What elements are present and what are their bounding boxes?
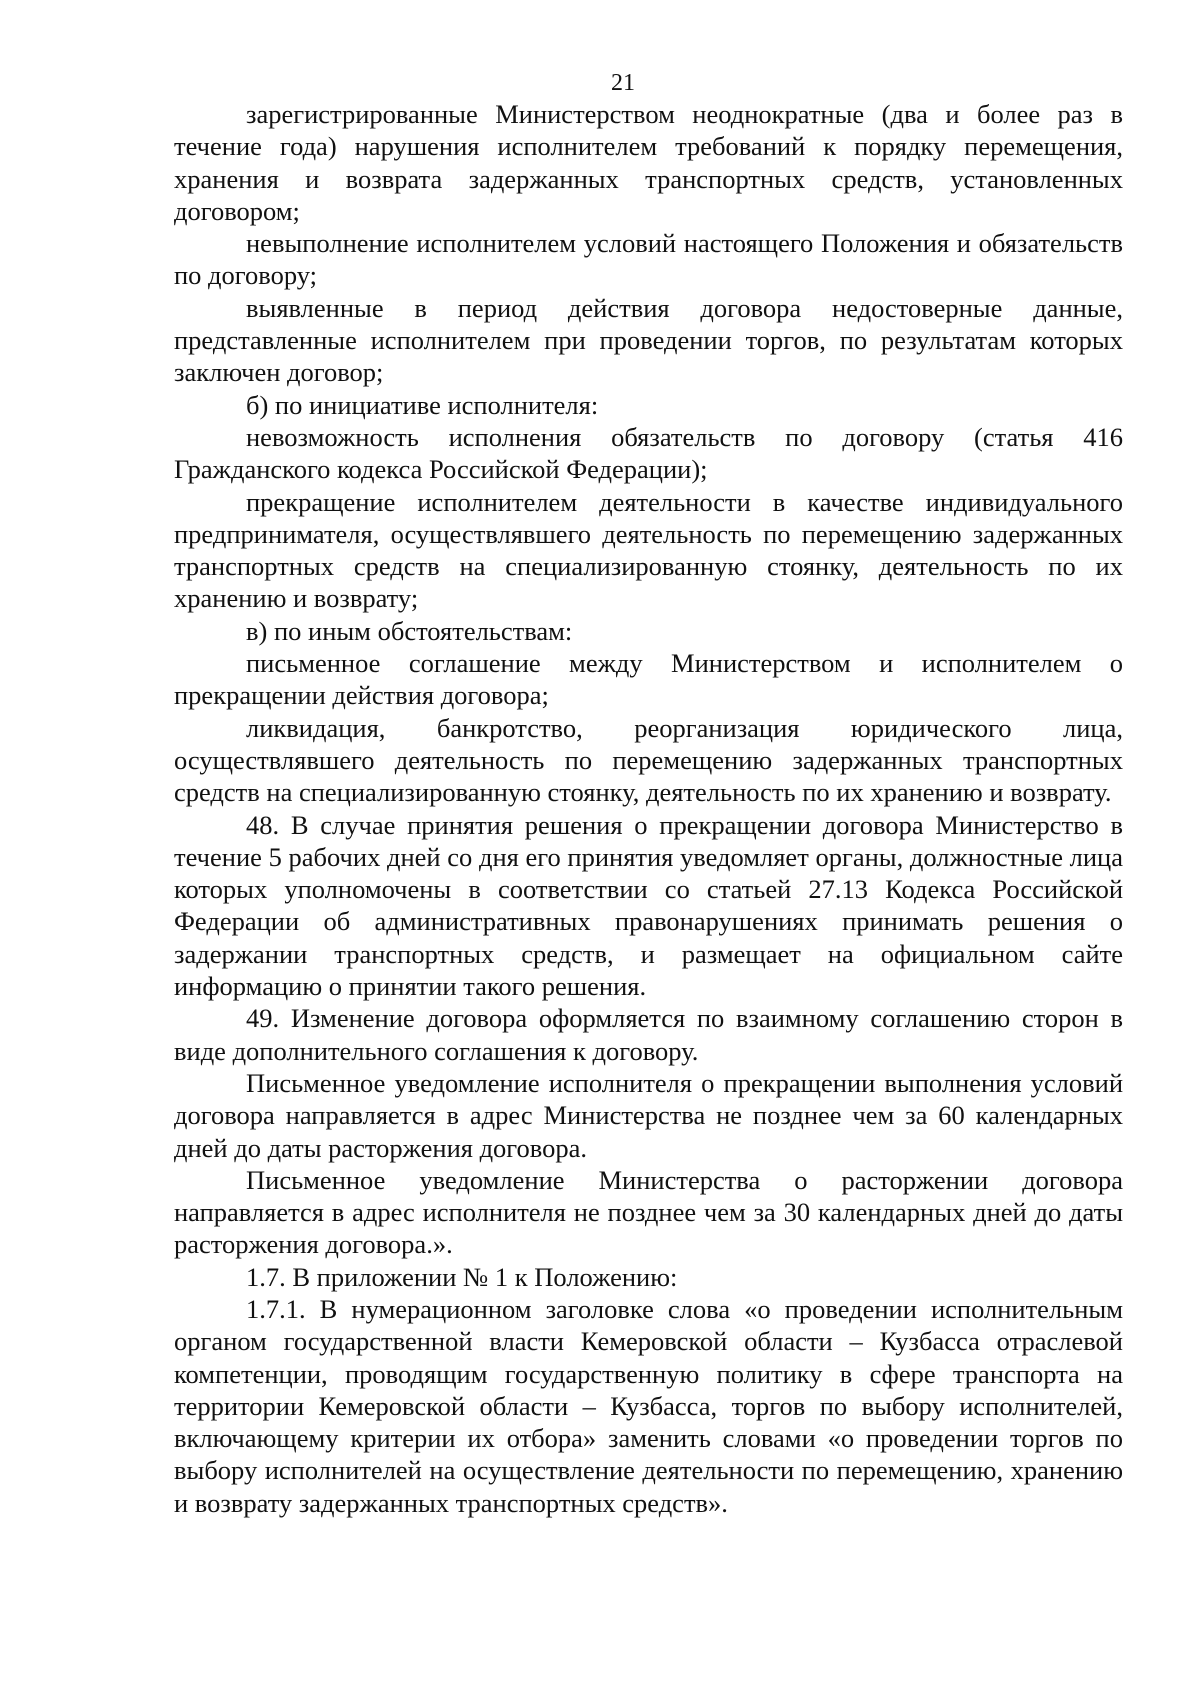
paragraph: 1.7.1. В нумерационном заголовке слова «о проведении исполнительным органом государственной власти Кемеровской области – Кузбасса отраслевой компетенции, проводящим государственную политику в сфере транспорта на территории Кемеровской области – Кузбасса, торгов по выбору исполнителей, включающему критерии их отбора» заменить словами «о проведении торгов по выбору исполнителей на осуществление деятельности по перемещению, хранению и возврату задержанных транспортных средств».: [174, 1293, 1123, 1518]
paragraph: 1.7. В приложении № 1 к Положению:: [246, 1261, 678, 1292]
paragraph: невозможность исполнения обязательств по договору (статья 416 Гражданского кодекса Российской Федерации);: [174, 421, 1123, 485]
paragraph: зарегистрированные Министерством неоднократные (два и более раз в течение года) нарушения исполнителем требований к порядку перемещения, хранения и возврата задержанных транспортных средств, установленных договором;: [174, 99, 1123, 226]
paragraph: 48. В случае принятия решения о прекращении договора Министерство в течение 5 рабочих дней со дня его принятия уведомляет органы, должностные лица которых уполномочены в соответствии со статьей 27.13 Кодекса Российской Федерации об административных правонарушениях принимать решения о задержании транспортных средств, и размещает на официальном сайте информацию о принятии такого решения.: [174, 809, 1123, 1002]
paragraph: б) по инициативе исполнителя:: [246, 389, 599, 420]
paragraph: в) по иным обстоятельствам:: [246, 615, 573, 646]
paragraph: Письменное уведомление Министерства о расторжении договора направляется в адрес исполнителя не позднее чем за 30 календарных дней до даты расторжения договора.».: [174, 1164, 1123, 1260]
paragraph: прекращение исполнителем деятельности в качестве индивидуального предпринимателя, осуществлявшего деятельность по перемещению задержанных транспортных средств на специализированную стоянку, деятельность по их хранению и возврату;: [174, 486, 1123, 614]
paragraph: письменное соглашение между Министерством и исполнителем о прекращении действия договора;: [174, 648, 1123, 711]
paragraph: Письменное уведомление исполнителя о прекращении выполнения условий договора направляется в адрес Министерства не позднее чем за 60 календарных дней до даты расторжения договора.: [174, 1067, 1123, 1163]
paragraph: 49. Изменение договора оформляется по взаимному соглашению сторон в виде дополнительного соглашения к договору.: [174, 1003, 1123, 1066]
document-body: [174, 98, 1123, 1519]
paragraph: ликвидация, банкротство, реорганизация юридического лица, осуществлявшего деятельность по перемещению задержанных транспортных средств на специализированную стоянку, деятельность по их хранению и возврату.: [174, 712, 1123, 808]
paragraph: выявленные в период действия договора недостоверные данные, представленные исполнителем при проведении торгов, по результатам которых заключен договор;: [174, 292, 1123, 388]
page-number: 21: [611, 70, 635, 96]
paragraph: невыполнение исполнителем условий настоящего Положения и обязательств по договору;: [174, 228, 1123, 291]
